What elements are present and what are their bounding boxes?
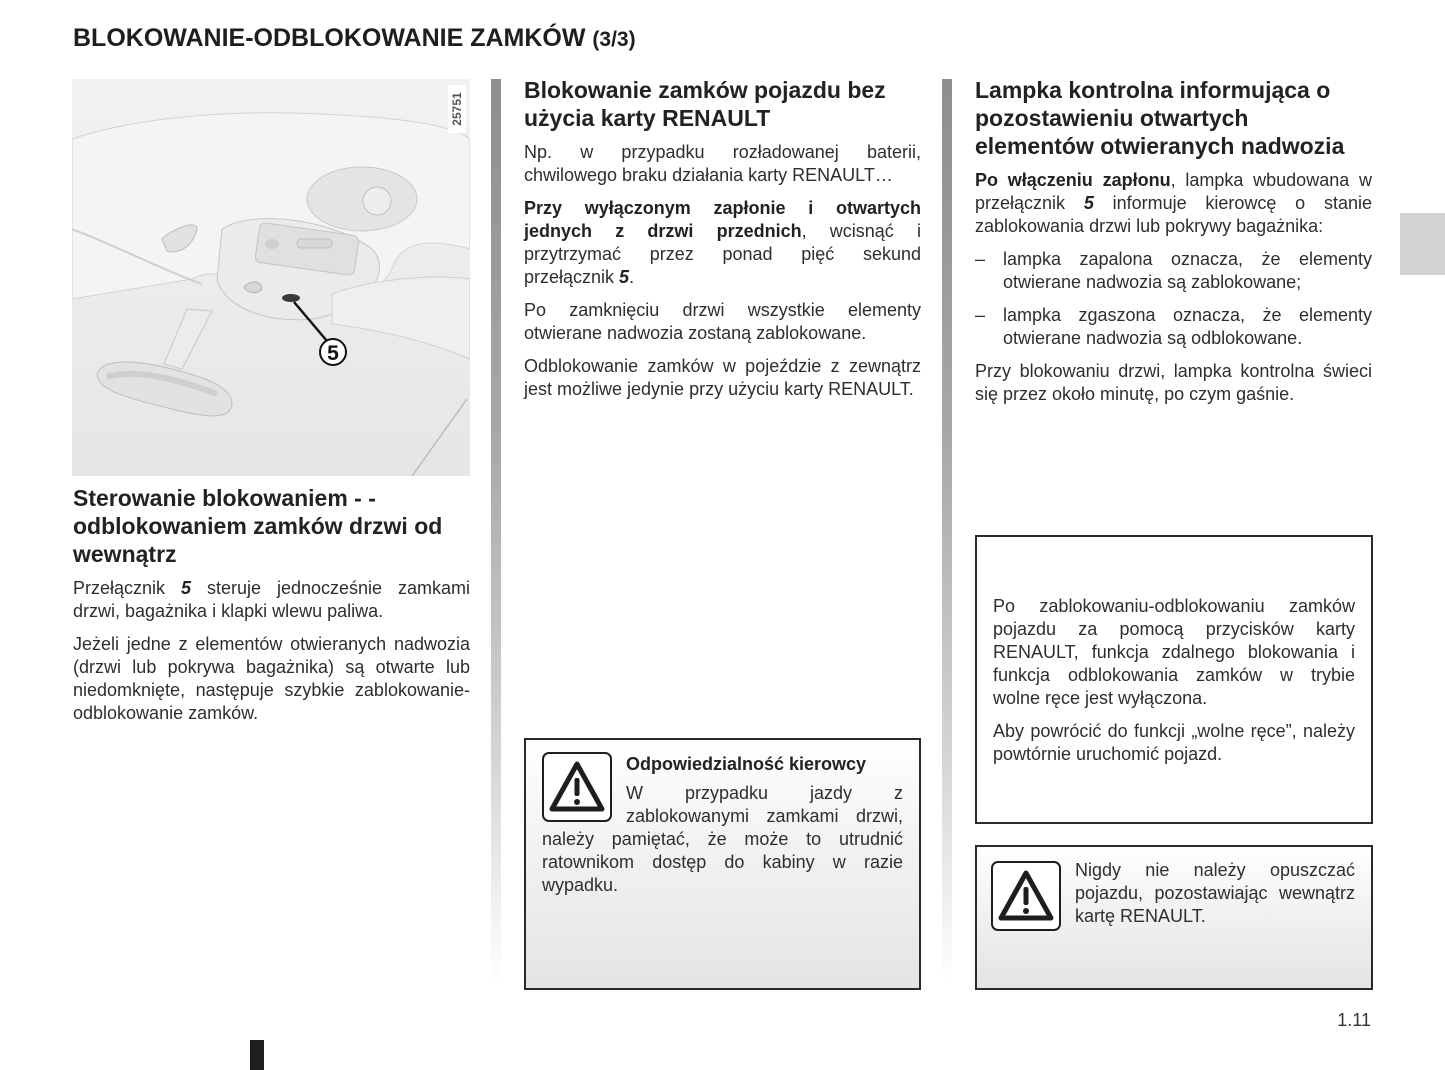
warning-text: Nigdy nie należy opuszczać pojazdu, pozostawiając wewnątrz kartę RENAULT. xyxy=(1075,860,1355,926)
page-title-suffix: (3/3) xyxy=(592,28,636,51)
paragraph: Przełącznik 5 steruje jednocześnie zamkami drzwi, bagażnika i klapki wlewu paliwa. xyxy=(73,578,470,621)
page-title-text: BLOKOWANIE-ODBLOKOWANIE ZAMKÓW xyxy=(73,24,586,52)
switch-reference: 5 xyxy=(1083,193,1094,213)
column-divider xyxy=(942,79,952,984)
info-text: Po zablokowaniu-odblokowaniu zamków pojazdu za pomocą przycisków karty RENAULT, funkcja zdalnego blokowania i funkcja odblokowania zamków w trybie wolne ręce jest wyłączona. xyxy=(993,596,1355,708)
figure-id-tag xyxy=(448,85,466,133)
print-mark xyxy=(250,1040,264,1070)
warning-text: W przypadku jazdy z zablokowanymi zamkami drzwi, należy pamiętać, że może to utrudnić ratownikom dostęp do kabiny w razie wypadku. xyxy=(542,783,903,895)
section-heading-lock-without-card: Blokowanie zamków pojazdu bez użycia karty RENAULT xyxy=(524,77,886,131)
warning-triangle-icon xyxy=(542,752,612,822)
paragraph: Odblokowanie zamków w pojeździe z zewnątrz jest możliwe jedynie przy użyciu karty RENAULT. xyxy=(524,356,921,399)
column-2-text xyxy=(524,76,921,411)
chapter-tab xyxy=(1400,213,1445,275)
figure-id: 25751 xyxy=(450,92,464,126)
info-box-hands-free xyxy=(975,535,1373,824)
column-divider xyxy=(491,79,501,984)
list-item: – lampka zgaszona oznacza, że elementy otwierane nadwozia są odblokowane. xyxy=(975,305,1372,348)
paragraph: Przy wyłączonym zapłonie i otwartych jednych z drzwi przednich, wcisnąć i przytrzymać przez ponad pięć sekund przełącznik 5. xyxy=(524,198,921,287)
warning-box-driver-responsibility xyxy=(524,738,921,990)
lamp-state-list xyxy=(975,248,1372,350)
warning-title: Odpowiedzialność kierowcy xyxy=(626,754,867,774)
paragraph: Po zamknięciu drzwi wszystkie elementy otwierane nadwozia zostaną zablokowane. xyxy=(524,300,921,343)
page-title xyxy=(73,24,636,53)
column-3-text xyxy=(975,76,1372,416)
switch-reference: 5 xyxy=(619,267,630,287)
warning-triangle-icon xyxy=(991,861,1061,931)
section-heading-warning-lamp: Lampka kontrolna informująca o pozostawieniu otwartych elementów otwieranych nadwozia xyxy=(975,77,1345,159)
console-drawing xyxy=(72,79,470,476)
paragraph: Jeżeli jedne z elementów otwieranych nadwozia (drzwi lub pokrywa bagażnika) są otwarte lub niedomknięte, następuje szybkie zablokowanie-odblokowanie zamków. xyxy=(73,634,470,723)
warning-box-card-inside xyxy=(975,845,1373,990)
column-1-text xyxy=(73,484,470,735)
page-number: 1.11 xyxy=(1337,1010,1371,1030)
overhead-console-illustration xyxy=(72,79,470,476)
callout-label: 5 xyxy=(327,342,339,365)
switch-reference: 5 xyxy=(181,578,192,598)
section-heading-interior-locking: Sterowanie blokowaniem - - odblokowaniem zamków drzwi od wewnątrz xyxy=(73,485,443,567)
paragraph: Po włączeniu zapłonu, lampka wbudowana w przełącznik 5 informuje kierowcę o stanie zablokowania drzwi lub pokrywy bagażnika: xyxy=(975,170,1372,236)
paragraph: Przy blokowaniu drzwi, lampka kontrolna świeci się przez około minutę, po czym gaśnie. xyxy=(975,361,1372,404)
list-item: – lampka zapalona oznacza, że elementy otwierane nadwozia są zablokowane; xyxy=(975,249,1372,292)
info-text: Aby powrócić do funkcji „wolne ręce”, należy powtórnie uruchomić pojazd. xyxy=(993,721,1355,764)
paragraph: Np. w przypadku rozładowanej baterii, chwilowego braku działania karty RENAULT… xyxy=(524,142,921,185)
